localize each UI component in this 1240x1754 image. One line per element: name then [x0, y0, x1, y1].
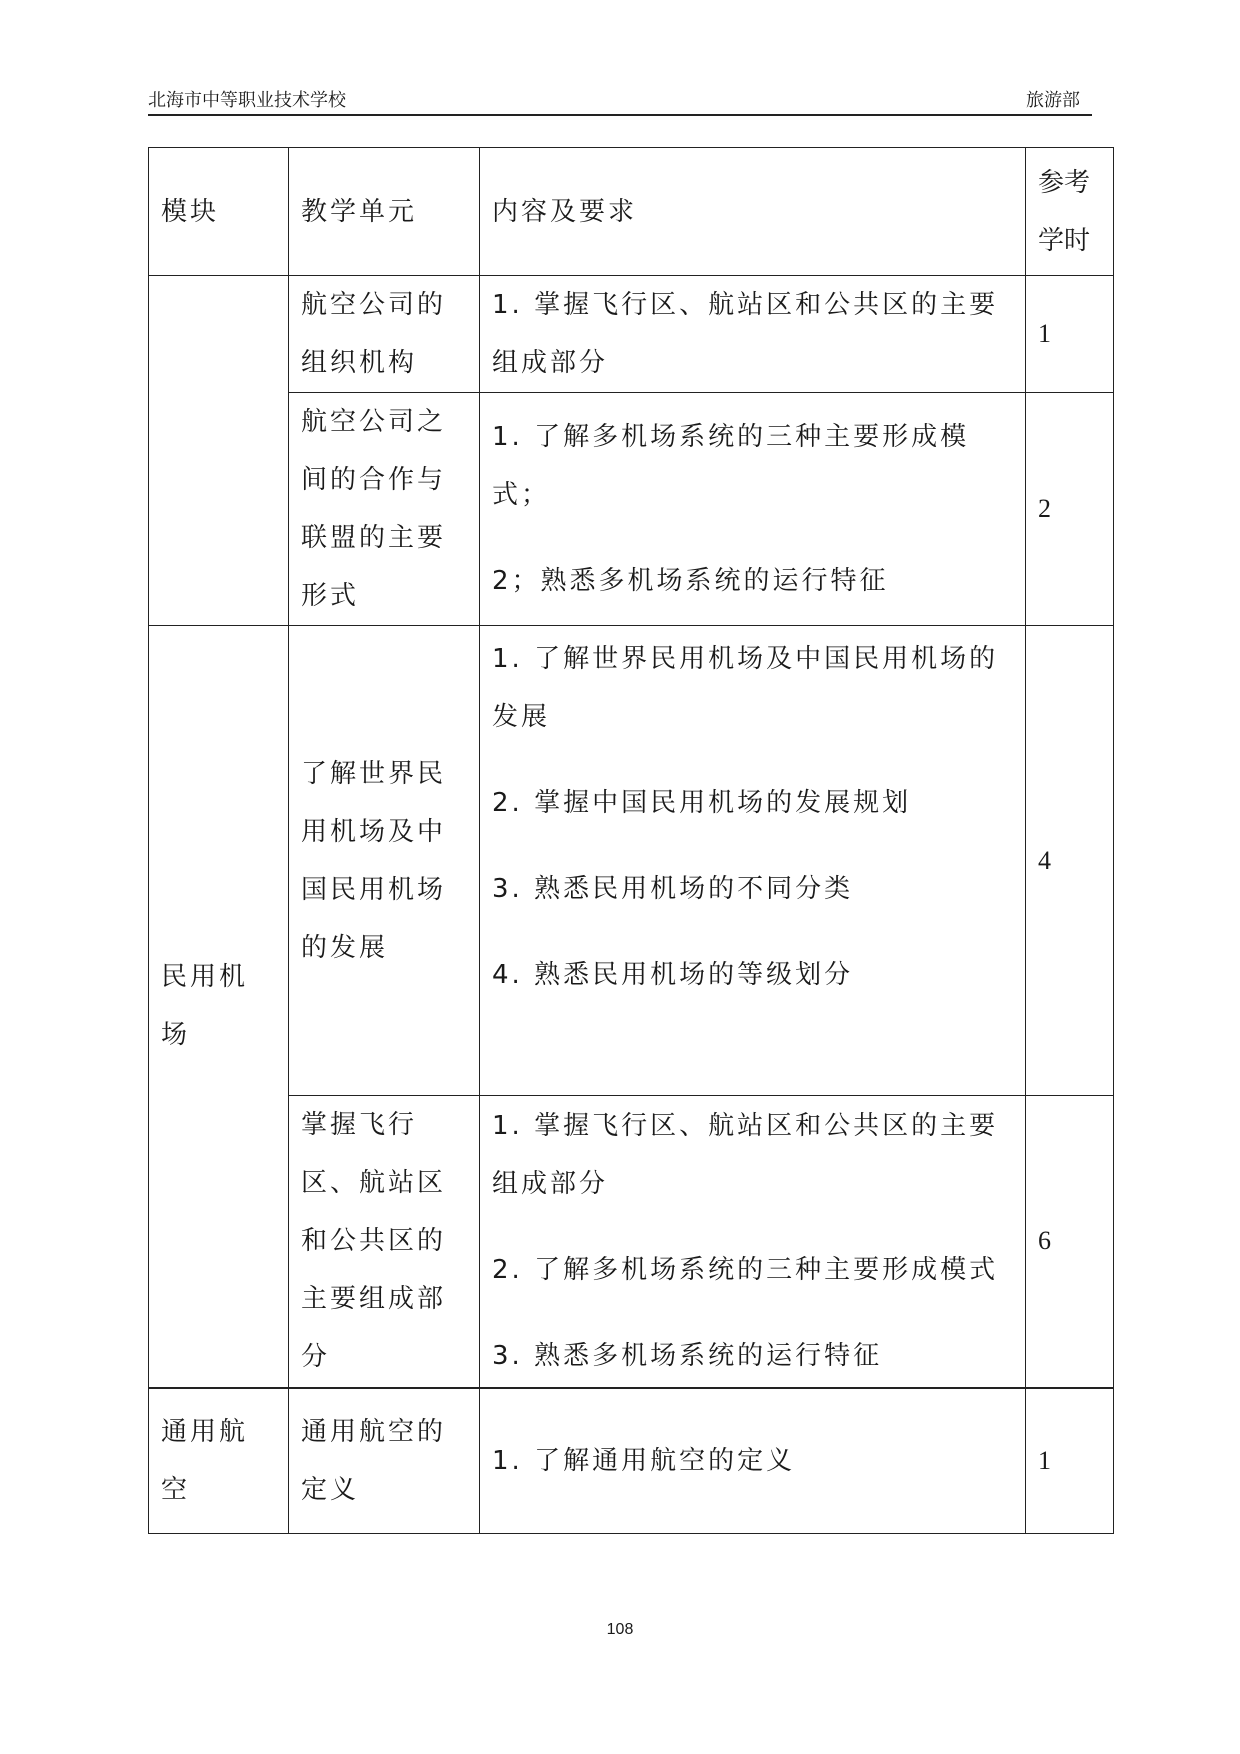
- content-line: 3. 熟悉多机场系统的运行特征: [492, 1341, 883, 1372]
- content-line: 2. 掌握中国民用机场的发展规划: [492, 788, 912, 818]
- content-cell: [480, 276, 1026, 393]
- unit-line: 定义: [301, 1474, 360, 1505]
- unit-cell: [289, 1388, 480, 1534]
- header-hours-line: 参考: [1038, 167, 1091, 198]
- content-line: 1. 掌握飞行区、航站区和公共区的主要: [492, 1111, 999, 1142]
- unit-line: 主要组成部: [301, 1284, 447, 1315]
- unit-line: 的发展: [301, 932, 389, 963]
- hours-cell: 6: [1026, 1096, 1114, 1388]
- unit-line: 联盟的主要: [301, 523, 447, 553]
- content-cell: [480, 1388, 1026, 1534]
- module-cell: [149, 276, 289, 626]
- content-line: 1. 了解通用航空的定义: [492, 1445, 796, 1476]
- content-line: 1. 了解世界民用机场及中国民用机场的: [492, 644, 999, 674]
- unit-line: 航空公司之: [301, 407, 447, 437]
- table-row: [149, 393, 1114, 626]
- unit-line: 和公共区的: [301, 1226, 447, 1257]
- unit-line: 间的合作与: [301, 465, 447, 495]
- content-line: 3. 熟悉民用机场的不同分类: [492, 874, 854, 904]
- unit-line: 分: [301, 1342, 331, 1373]
- unit-cell: [289, 276, 480, 393]
- hours-cell: 1: [1026, 276, 1114, 393]
- page-header: [148, 84, 1092, 116]
- unit-line: 通用航空的: [301, 1416, 447, 1447]
- school-name: 北海市中等职业技术学校: [148, 90, 346, 111]
- table-row: [149, 1388, 1114, 1534]
- content-line: 组成部分: [492, 1169, 609, 1200]
- page-number: 108: [606, 1621, 634, 1638]
- header-unit: 教学单元: [289, 148, 480, 276]
- content-cell: [480, 1096, 1026, 1388]
- unit-line: 航空公司的: [301, 290, 447, 320]
- table-row: [149, 626, 1114, 1096]
- hours-cell: 2: [1026, 393, 1114, 626]
- content-cell: [480, 626, 1026, 1096]
- hours-cell: 1: [1026, 1388, 1114, 1534]
- content-line: 2. 了解多机场系统的三种主要形成模式: [492, 1255, 999, 1286]
- content-line: 4. 熟悉民用机场的等级划分: [492, 960, 854, 990]
- unit-line: 区、航站区: [301, 1168, 447, 1199]
- hours-cell: 4: [1026, 626, 1114, 1096]
- unit-line: 用机场及中: [301, 816, 447, 847]
- department-name: 旅游部: [1026, 90, 1080, 111]
- content-line: 组成部分: [492, 348, 609, 378]
- unit-cell: [289, 1096, 480, 1388]
- content-line: 1. 掌握飞行区、航站区和公共区的主要: [492, 290, 999, 320]
- course-table: [148, 147, 1114, 1534]
- content-line: 式；: [492, 480, 551, 510]
- module-cell: 民用机场: [149, 626, 289, 1388]
- content-line: 1. 了解多机场系统的三种主要形成模: [492, 422, 970, 452]
- table-row: [149, 276, 1114, 393]
- header-content: 内容及要求: [480, 148, 1026, 276]
- unit-cell: [289, 626, 480, 1096]
- unit-line: 组织机构: [301, 348, 418, 378]
- content-line: 2；熟悉多机场系统的运行特征: [492, 566, 889, 596]
- unit-line: 掌握飞行: [301, 1110, 418, 1141]
- header-hours-line: 学时: [1038, 225, 1091, 256]
- unit-line: 形式: [301, 581, 360, 611]
- unit-line: 了解世界民: [301, 758, 447, 789]
- content-cell: [480, 393, 1026, 626]
- table-row: [149, 1096, 1114, 1388]
- content-line: 发展: [492, 702, 551, 732]
- unit-line: 国民用机场: [301, 874, 447, 905]
- module-cell: 通用航空: [149, 1388, 289, 1534]
- header-hours: [1026, 148, 1114, 276]
- table-header-row: [149, 148, 1114, 276]
- header-module: 模块: [149, 148, 289, 276]
- unit-cell: [289, 393, 480, 626]
